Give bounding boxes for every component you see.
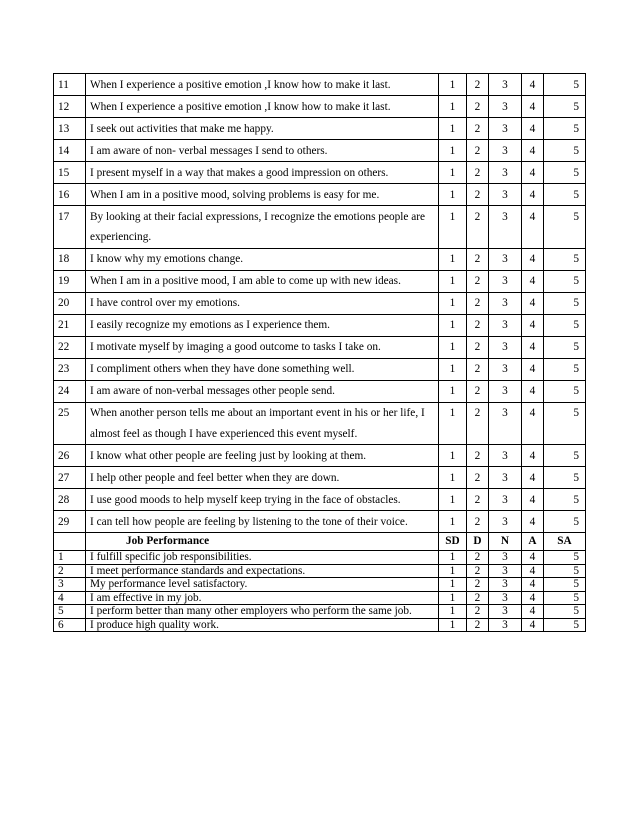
item-statement: I meet performance standards and expectations. bbox=[86, 564, 439, 578]
ei-item-row bbox=[54, 206, 586, 249]
item-number: 16 bbox=[54, 184, 86, 206]
scale-option-5[interactable]: 5 bbox=[544, 74, 586, 96]
ei-item-row bbox=[54, 445, 586, 467]
ei-item-row bbox=[54, 74, 586, 96]
scale-option-2[interactable]: 2 bbox=[467, 292, 489, 314]
scale-option-2[interactable]: 2 bbox=[467, 551, 489, 565]
scale-option-1[interactable]: 1 bbox=[439, 96, 467, 118]
item-statement: I seek out activities that make me happy. bbox=[86, 118, 439, 140]
scale-option-2[interactable]: 2 bbox=[467, 605, 489, 619]
jp-item-row bbox=[54, 605, 586, 619]
item-statement: When I experience a positive emotion ,I know how to make it last. bbox=[86, 74, 439, 96]
scale-option-1[interactable]: 1 bbox=[439, 358, 467, 380]
ei-item-row bbox=[54, 467, 586, 489]
scale-option-3[interactable]: 3 bbox=[489, 162, 522, 184]
scale-option-1[interactable]: 1 bbox=[439, 380, 467, 402]
item-number: 20 bbox=[54, 292, 86, 314]
scale-option-1[interactable]: 1 bbox=[439, 605, 467, 619]
scale-option-1[interactable]: 1 bbox=[439, 74, 467, 96]
item-statement: I am aware of non-verbal messages other people send. bbox=[86, 380, 439, 402]
scale-option-3[interactable]: 3 bbox=[489, 578, 522, 592]
scale-option-2[interactable]: 2 bbox=[467, 96, 489, 118]
scale-option-2[interactable]: 2 bbox=[467, 248, 489, 270]
job-performance-section bbox=[54, 533, 586, 632]
item-number: 19 bbox=[54, 270, 86, 292]
scale-header-d: D bbox=[467, 533, 489, 551]
item-statement: I perform better than many other employers who perform the same job. bbox=[86, 605, 439, 619]
scale-option-1[interactable]: 1 bbox=[439, 564, 467, 578]
scale-option-5[interactable]: 5 bbox=[544, 605, 586, 619]
scale-option-4[interactable]: 4 bbox=[522, 336, 544, 358]
scale-option-4[interactable]: 4 bbox=[522, 358, 544, 380]
item-number: 24 bbox=[54, 380, 86, 402]
scale-option-5[interactable]: 5 bbox=[544, 96, 586, 118]
item-statement: I am aware of non- verbal messages I send to others. bbox=[86, 140, 439, 162]
scale-option-2[interactable]: 2 bbox=[467, 489, 489, 511]
scale-option-2[interactable]: 2 bbox=[467, 402, 489, 445]
scale-option-2[interactable]: 2 bbox=[467, 118, 489, 140]
item-number: 11 bbox=[54, 74, 86, 96]
scale-option-4[interactable]: 4 bbox=[522, 206, 544, 249]
scale-option-1[interactable]: 1 bbox=[439, 489, 467, 511]
item-number: 17 bbox=[54, 206, 86, 249]
item-statement: I know what other people are feeling just by looking at them. bbox=[86, 445, 439, 467]
scale-header-sd: SD bbox=[439, 533, 467, 551]
scale-option-5[interactable]: 5 bbox=[544, 314, 586, 336]
scale-option-3[interactable]: 3 bbox=[489, 380, 522, 402]
scale-option-3[interactable]: 3 bbox=[489, 591, 522, 605]
ei-item-row bbox=[54, 292, 586, 314]
questionnaire-table bbox=[53, 73, 586, 632]
ei-item-row bbox=[54, 162, 586, 184]
scale-option-1[interactable]: 1 bbox=[439, 467, 467, 489]
scale-option-5[interactable]: 5 bbox=[544, 248, 586, 270]
item-statement: I help other people and feel better when they are down. bbox=[86, 467, 439, 489]
scale-option-2[interactable]: 2 bbox=[467, 380, 489, 402]
scale-option-3[interactable]: 3 bbox=[489, 206, 522, 249]
scale-option-4[interactable]: 4 bbox=[522, 380, 544, 402]
scale-option-5[interactable]: 5 bbox=[544, 489, 586, 511]
scale-option-4[interactable]: 4 bbox=[522, 270, 544, 292]
scale-option-2[interactable]: 2 bbox=[467, 74, 489, 96]
scale-option-5[interactable]: 5 bbox=[544, 402, 586, 445]
scale-option-5[interactable]: 5 bbox=[544, 140, 586, 162]
item-statement: I present myself in a way that makes a good impression on others. bbox=[86, 162, 439, 184]
scale-option-2[interactable]: 2 bbox=[467, 564, 489, 578]
scale-option-5[interactable]: 5 bbox=[544, 118, 586, 140]
scale-option-3[interactable]: 3 bbox=[489, 445, 522, 467]
ei-item-row bbox=[54, 489, 586, 511]
scale-option-5[interactable]: 5 bbox=[544, 292, 586, 314]
jp-item-row bbox=[54, 564, 586, 578]
item-statement: I have control over my emotions. bbox=[86, 292, 439, 314]
scale-option-2[interactable]: 2 bbox=[467, 578, 489, 592]
scale-option-3[interactable]: 3 bbox=[489, 489, 522, 511]
scale-option-4[interactable]: 4 bbox=[522, 551, 544, 565]
item-statement: I easily recognize my emotions as I experience them. bbox=[86, 314, 439, 336]
ei-item-row bbox=[54, 358, 586, 380]
scale-option-4[interactable]: 4 bbox=[522, 605, 544, 619]
scale-option-3[interactable]: 3 bbox=[489, 402, 522, 445]
item-number: 12 bbox=[54, 96, 86, 118]
scale-option-4[interactable]: 4 bbox=[522, 292, 544, 314]
scale-option-5[interactable]: 5 bbox=[544, 270, 586, 292]
scale-option-3[interactable]: 3 bbox=[489, 605, 522, 619]
scale-option-4[interactable]: 4 bbox=[522, 140, 544, 162]
scale-option-3[interactable]: 3 bbox=[489, 564, 522, 578]
scale-option-4[interactable]: 4 bbox=[522, 248, 544, 270]
scale-option-4[interactable]: 4 bbox=[522, 184, 544, 206]
item-statement: When I am in a positive mood, solving problems is easy for me. bbox=[86, 184, 439, 206]
scale-option-2[interactable]: 2 bbox=[467, 336, 489, 358]
scale-option-4[interactable]: 4 bbox=[522, 591, 544, 605]
emotional-intelligence-items bbox=[54, 74, 586, 533]
scale-option-5[interactable]: 5 bbox=[544, 162, 586, 184]
scale-option-2[interactable]: 2 bbox=[467, 206, 489, 249]
scale-option-5[interactable]: 5 bbox=[544, 380, 586, 402]
scale-option-1[interactable]: 1 bbox=[439, 118, 467, 140]
scale-option-4[interactable]: 4 bbox=[522, 467, 544, 489]
item-number: 29 bbox=[54, 511, 86, 533]
jp-item-row bbox=[54, 578, 586, 592]
item-statement: When I experience a positive emotion ,I know how to make it last. bbox=[86, 96, 439, 118]
scale-option-1[interactable]: 1 bbox=[439, 162, 467, 184]
scale-option-1[interactable]: 1 bbox=[439, 578, 467, 592]
scale-option-3[interactable]: 3 bbox=[489, 74, 522, 96]
scale-option-5[interactable]: 5 bbox=[544, 467, 586, 489]
item-number: 15 bbox=[54, 162, 86, 184]
scale-option-2[interactable]: 2 bbox=[467, 314, 489, 336]
scale-option-1[interactable]: 1 bbox=[439, 314, 467, 336]
item-number: 13 bbox=[54, 118, 86, 140]
jp-item-row bbox=[54, 591, 586, 605]
scale-option-3[interactable]: 3 bbox=[489, 292, 522, 314]
scale-option-5[interactable]: 5 bbox=[544, 618, 586, 632]
scale-option-4[interactable]: 4 bbox=[522, 118, 544, 140]
item-statement: I compliment others when they have done something well. bbox=[86, 358, 439, 380]
scale-option-3[interactable]: 3 bbox=[489, 96, 522, 118]
scale-option-4[interactable]: 4 bbox=[522, 445, 544, 467]
scale-option-3[interactable]: 3 bbox=[489, 467, 522, 489]
item-statement: I use good moods to help myself keep trying in the face of obstacles. bbox=[86, 489, 439, 511]
scale-option-1[interactable]: 1 bbox=[439, 591, 467, 605]
scale-header-sa: SA bbox=[544, 533, 586, 551]
ei-item-row bbox=[54, 248, 586, 270]
item-number: 25 bbox=[54, 402, 86, 445]
scale-option-5[interactable]: 5 bbox=[544, 445, 586, 467]
scale-option-1[interactable]: 1 bbox=[439, 511, 467, 533]
scale-option-3[interactable]: 3 bbox=[489, 248, 522, 270]
scale-option-4[interactable]: 4 bbox=[522, 618, 544, 632]
scale-option-1[interactable]: 1 bbox=[439, 551, 467, 565]
item-statement: I fulfill specific job responsibilities. bbox=[86, 551, 439, 565]
jp-item-row bbox=[54, 618, 586, 632]
item-number: 26 bbox=[54, 445, 86, 467]
item-number: 6 bbox=[54, 618, 86, 632]
item-number: 18 bbox=[54, 248, 86, 270]
scale-option-1[interactable]: 1 bbox=[439, 445, 467, 467]
scale-header-n: N bbox=[489, 533, 522, 551]
scale-option-4[interactable]: 4 bbox=[522, 578, 544, 592]
item-statement: I can tell how people are feeling by listening to the tone of their voice. bbox=[86, 511, 439, 533]
item-number: 23 bbox=[54, 358, 86, 380]
scale-option-1[interactable]: 1 bbox=[439, 140, 467, 162]
item-number: 27 bbox=[54, 467, 86, 489]
item-number: 28 bbox=[54, 489, 86, 511]
scale-option-2[interactable]: 2 bbox=[467, 511, 489, 533]
item-statement: I produce high quality work. bbox=[86, 618, 439, 632]
scale-option-2[interactable]: 2 bbox=[467, 591, 489, 605]
ei-item-row bbox=[54, 511, 586, 533]
scale-option-4[interactable]: 4 bbox=[522, 314, 544, 336]
item-number: 2 bbox=[54, 564, 86, 578]
scale-option-4[interactable]: 4 bbox=[522, 402, 544, 445]
scale-option-4[interactable]: 4 bbox=[522, 489, 544, 511]
scale-option-4[interactable]: 4 bbox=[522, 74, 544, 96]
item-statement: I am effective in my job. bbox=[86, 591, 439, 605]
scale-option-5[interactable]: 5 bbox=[544, 578, 586, 592]
scale-option-4[interactable]: 4 bbox=[522, 564, 544, 578]
scale-option-5[interactable]: 5 bbox=[544, 184, 586, 206]
scale-option-5[interactable]: 5 bbox=[544, 206, 586, 249]
item-number: 14 bbox=[54, 140, 86, 162]
header-number-cell bbox=[54, 533, 86, 551]
ei-item-row bbox=[54, 118, 586, 140]
item-number: 3 bbox=[54, 578, 86, 592]
item-statement: My performance level satisfactory. bbox=[86, 578, 439, 592]
scale-option-2[interactable]: 2 bbox=[467, 445, 489, 467]
scale-option-1[interactable]: 1 bbox=[439, 618, 467, 632]
scale-option-5[interactable]: 5 bbox=[544, 551, 586, 565]
item-number: 22 bbox=[54, 336, 86, 358]
scale-option-5[interactable]: 5 bbox=[544, 358, 586, 380]
scale-option-3[interactable]: 3 bbox=[489, 551, 522, 565]
scale-option-1[interactable]: 1 bbox=[439, 292, 467, 314]
scale-option-5[interactable]: 5 bbox=[544, 511, 586, 533]
item-statement: When another person tells me about an important event in his or her life, I almost feel as though I have experienced this event myself. bbox=[86, 402, 439, 445]
scale-option-3[interactable]: 3 bbox=[489, 270, 522, 292]
item-statement: When I am in a positive mood, I am able to come up with new ideas. bbox=[86, 270, 439, 292]
scale-option-2[interactable]: 2 bbox=[467, 358, 489, 380]
item-number: 5 bbox=[54, 605, 86, 619]
scale-option-3[interactable]: 3 bbox=[489, 314, 522, 336]
ei-item-row bbox=[54, 336, 586, 358]
scale-option-1[interactable]: 1 bbox=[439, 184, 467, 206]
scale-option-3[interactable]: 3 bbox=[489, 358, 522, 380]
scale-option-3[interactable]: 3 bbox=[489, 184, 522, 206]
ei-item-row bbox=[54, 96, 586, 118]
scale-option-5[interactable]: 5 bbox=[544, 336, 586, 358]
scale-header-a: A bbox=[522, 533, 544, 551]
scale-option-2[interactable]: 2 bbox=[467, 140, 489, 162]
item-statement: I motivate myself by imaging a good outcome to tasks I take on. bbox=[86, 336, 439, 358]
scale-option-5[interactable]: 5 bbox=[544, 564, 586, 578]
item-number: 4 bbox=[54, 591, 86, 605]
scale-option-5[interactable]: 5 bbox=[544, 591, 586, 605]
item-number: 21 bbox=[54, 314, 86, 336]
scale-option-3[interactable]: 3 bbox=[489, 511, 522, 533]
job-performance-header-row bbox=[54, 533, 586, 551]
scale-option-1[interactable]: 1 bbox=[439, 270, 467, 292]
scale-option-1[interactable]: 1 bbox=[439, 336, 467, 358]
scale-option-2[interactable]: 2 bbox=[467, 184, 489, 206]
item-statement: I know why my emotions change. bbox=[86, 248, 439, 270]
scale-option-4[interactable]: 4 bbox=[522, 96, 544, 118]
item-statement: By looking at their facial expressions, I recognize the emotions people are experiencing. bbox=[86, 206, 439, 249]
job-performance-title: Job Performance bbox=[86, 533, 439, 551]
scale-option-4[interactable]: 4 bbox=[522, 511, 544, 533]
scale-option-3[interactable]: 3 bbox=[489, 618, 522, 632]
scale-option-1[interactable]: 1 bbox=[439, 206, 467, 249]
ei-item-row bbox=[54, 380, 586, 402]
ei-item-row bbox=[54, 270, 586, 292]
scale-option-2[interactable]: 2 bbox=[467, 618, 489, 632]
scale-option-2[interactable]: 2 bbox=[467, 162, 489, 184]
scale-option-3[interactable]: 3 bbox=[489, 140, 522, 162]
ei-item-row bbox=[54, 314, 586, 336]
scale-option-3[interactable]: 3 bbox=[489, 336, 522, 358]
ei-item-row bbox=[54, 184, 586, 206]
scale-option-1[interactable]: 1 bbox=[439, 248, 467, 270]
scale-option-1[interactable]: 1 bbox=[439, 402, 467, 445]
jp-item-row bbox=[54, 551, 586, 565]
scale-option-3[interactable]: 3 bbox=[489, 118, 522, 140]
scale-option-2[interactable]: 2 bbox=[467, 467, 489, 489]
scale-option-4[interactable]: 4 bbox=[522, 162, 544, 184]
scale-option-2[interactable]: 2 bbox=[467, 270, 489, 292]
ei-item-row bbox=[54, 140, 586, 162]
ei-item-row bbox=[54, 402, 586, 445]
item-number: 1 bbox=[54, 551, 86, 565]
